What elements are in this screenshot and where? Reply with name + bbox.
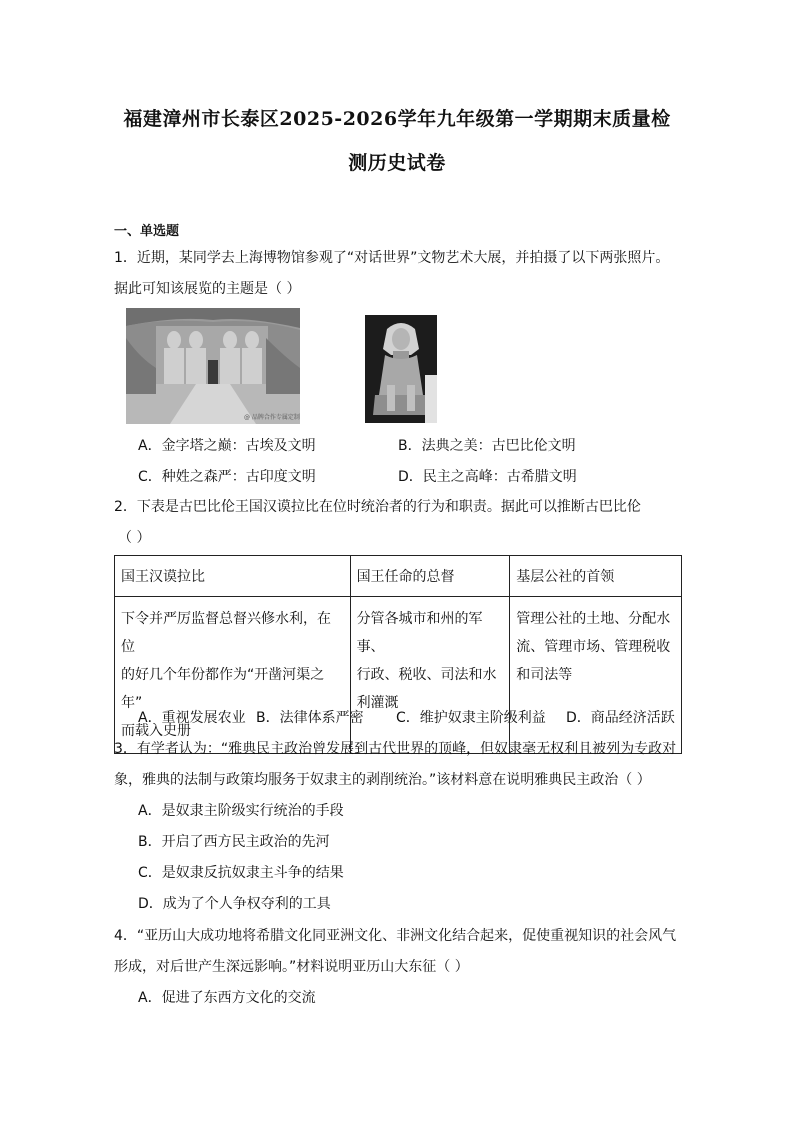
q4-option-a: A．促进了东西方文化的交流 [138,990,316,1006]
q1-option-a: A．金字塔之巅：古埃及文明 [138,438,316,454]
cell-line: 利灌溉 [356,695,399,711]
q2-option-d: D．商品经济活跃 [566,710,675,726]
table-header-row [115,556,682,597]
table-cell [115,597,351,754]
section-heading: 一、单选题 [114,224,180,239]
exam-title-line-1: 福建漳州市长泰区2025-2026学年九年级第一学期期末质量检 [123,108,671,130]
cell-line: 下令并严厉监督总督兴修水利，在位 [121,611,331,655]
q2-option-c: C．维护奴隶主阶级利益 [396,710,546,726]
q3-option-c: C．是奴隶反抗奴隶主斗争的结果 [138,865,344,881]
q3-option-b: B．开启了西方民主政治的先河 [138,834,330,850]
q4-stem-line-1: 4．“亚历山大成功地将希腊文化同亚洲文化、非洲文化结合起来，促使重视知识的社会风气 [114,928,677,944]
photo-watermark-text: @ 品牌合作专属定制 [244,414,300,421]
table-header-cell: 基层公社的首领 [510,556,682,597]
cell-line: 管理公社的土地、分配水 [516,611,671,627]
table-header-cell: 国王任命的总督 [350,556,510,597]
q2-stem-line-2: （ ） [118,530,151,546]
q4-stem-line-2: 形成，对后世产生深远影响。”材料说明亚历山大东征（ ） [114,959,469,975]
cell-line: 流、管理市场、管理税收 [516,639,671,655]
table-header-cell: 国王汉谟拉比 [115,556,351,597]
cell-line: 的好几个年份都作为“开凿河渠之年” [121,667,325,711]
exam-title-line-2: 测历史试卷 [348,152,446,174]
q1-option-d: D．民主之高峰：古希腊文明 [398,469,577,485]
q3-stem-line-1: 3．有学者认为：“雅典民主政治曾发展到古代世界的顶峰，但奴隶毫无权利且被列为专政对 [114,741,677,757]
cell-line: 而载入史册 [121,723,191,739]
abu-simbel-temple-photo [126,308,300,424]
q1-option-b: B．法典之美：古巴比伦文明 [398,438,576,454]
q3-option-a: A．是奴隶主阶级实行统治的手段 [138,803,344,819]
cell-line: 和司法等 [516,667,573,683]
q2-option-b: B．法律体系严密 [256,710,364,726]
q1-option-c: C．种姓之森严：古印度文明 [138,469,316,485]
q2-stem-line-1: 2．下表是古巴比伦王国汉谟拉比在位时统治者的行为和职责。据此可以推断古巴比伦 [114,499,641,515]
cell-line: 分管各城市和州的军事、 [356,611,483,655]
q1-stem-line-1: 1．近期，某同学去上海博物馆参观了“对话世界”文物艺术大展，并拍摄了以下两张照片。 [114,250,670,266]
sphinx-statue-photo [365,315,437,423]
q3-stem-line-2: 象，雅典的法制与政策均服务于奴隶主的剥削统治。”该材料意在说明雅典民主政治（ ） [114,772,651,788]
q2-option-a: A．重视发展农业 [138,710,246,726]
q1-stem-line-2: 据此可知该展览的主题是（ ） [114,281,301,297]
table-cell [510,597,682,754]
cell-line: 行政、税收、司法和水 [356,667,497,683]
table-row [115,597,682,754]
q3-option-d: D．成为了个人争权夺利的工具 [138,896,331,912]
table-cell [350,597,510,754]
